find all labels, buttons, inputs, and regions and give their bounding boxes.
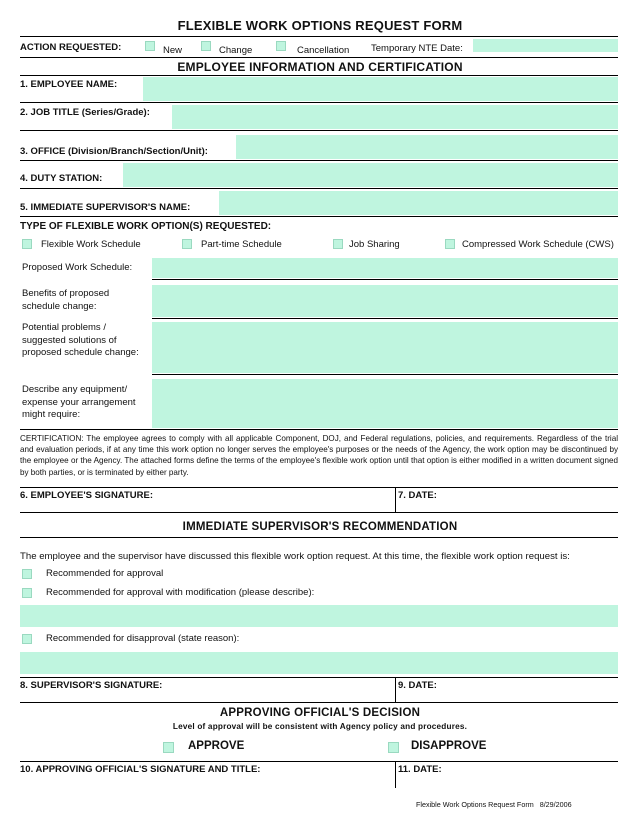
employee-name-field[interactable] [143, 77, 618, 101]
employee-name-label: 1. EMPLOYEE NAME: [20, 79, 118, 90]
equipment-field[interactable] [152, 379, 618, 428]
duty-station-label: 4. DUTY STATION: [20, 173, 103, 184]
divider [20, 160, 618, 161]
divider [152, 279, 618, 280]
approve-label: APPROVE [188, 740, 245, 752]
supervisor-date-label: 9. DATE: [398, 680, 437, 691]
supervisor-heading: IMMEDIATE SUPERVISOR'S RECOMMENDATION [182, 521, 458, 533]
divider [152, 318, 618, 319]
divider [20, 36, 618, 37]
cancellation-checkbox[interactable] [276, 41, 286, 51]
employee-signature-field[interactable] [20, 503, 395, 512]
approving-date-label: 11. DATE: [398, 764, 442, 775]
proposed-schedule-field[interactable] [152, 258, 618, 278]
employee-date-field[interactable] [396, 503, 618, 512]
problems-field[interactable] [152, 322, 618, 373]
nte-date-label: Temporary NTE Date: [371, 43, 463, 54]
proposed-schedule-label: Proposed Work Schedule: [22, 262, 133, 273]
disapproval-reason-field[interactable] [20, 652, 618, 674]
nte-date-field[interactable] [473, 39, 618, 52]
divider [20, 429, 618, 430]
benefits-field[interactable] [152, 285, 618, 317]
divider [20, 130, 618, 131]
new-checkbox[interactable] [145, 41, 155, 51]
job-title-field[interactable] [172, 105, 618, 129]
action-requested-label: ACTION REQUESTED: [20, 42, 122, 53]
recommended-mod-checkbox[interactable] [22, 588, 32, 598]
office-label: 3. OFFICE (Division/Branch/Section/Unit): [20, 146, 208, 157]
approving-signature-field[interactable] [20, 776, 395, 787]
disapproval-label: Recommended for disapproval (state reason): [46, 633, 240, 644]
change-label: Change [219, 45, 253, 56]
divider [20, 188, 618, 189]
office-field[interactable] [236, 135, 618, 159]
approve-checkbox[interactable] [163, 742, 174, 753]
problems-label: Potential problems / suggested solutions of proposed schedule change: [22, 322, 139, 358]
options-heading: TYPE OF FLEXIBLE WORK OPTION(S) REQUESTED: [20, 221, 272, 232]
supervisor-name-label: 5. IMMEDIATE SUPERVISOR'S NAME: [20, 202, 191, 213]
equipment-label: Describe any equipment/ expense your arrangement might require: [22, 384, 136, 420]
benefits-label: Benefits of proposed schedule change: [22, 288, 110, 312]
flexible-schedule-label: Flexible Work Schedule [41, 239, 141, 250]
compressed-label: Compressed Work Schedule (CWS) [462, 239, 614, 250]
approving-signature-label: 10. APPROVING OFFICIAL'S SIGNATURE AND TITLE: [20, 764, 261, 775]
disapproval-checkbox[interactable] [22, 634, 32, 644]
supervisor-name-field[interactable] [219, 191, 618, 215]
employee-date-label: 7. DATE: [398, 490, 437, 501]
approving-heading: APPROVING OFFICIAL'S DECISION [219, 707, 421, 719]
supervisor-signature-field[interactable] [20, 692, 395, 702]
recommended-label: Recommended for approval [46, 568, 164, 579]
duty-station-field[interactable] [123, 163, 618, 187]
employee-signature-label: 6. EMPLOYEE'S SIGNATURE: [20, 490, 153, 501]
approving-subheading: Level of approval will be consistent with Agency policy and procedures. [172, 722, 468, 731]
divider [20, 487, 618, 488]
flexible-schedule-checkbox[interactable] [22, 239, 32, 249]
supervisor-intro: The employee and the supervisor have discussed this flexible work option request. At this time, the flexible work option request is: [20, 551, 570, 562]
cancellation-label: Cancellation [297, 45, 350, 56]
form-footer: Flexible Work Options Request Form 8/29/2006 [416, 800, 572, 809]
certification-text: CERTIFICATION: The employee agrees to comply with all applicable Component, DOJ, and Federal regulations, policies, and requirements. Regardless of the trial and evaluation periods, if at any time this work option no longer serves the employee's purposes or the needs of the Agency, the work option may be discontinued by the employee or the Agency. The attached forms define the terms of the employee's flexible work option until that option is either modified in a written document signed by both parties, or is terminated by either party. [20, 434, 618, 477]
divider [20, 761, 618, 762]
change-checkbox[interactable] [201, 41, 211, 51]
recommended-checkbox[interactable] [22, 569, 32, 579]
modification-field[interactable] [20, 605, 618, 627]
divider [20, 57, 618, 58]
divider [20, 537, 618, 538]
employee-section-heading: EMPLOYEE INFORMATION AND CERTIFICATION [177, 60, 463, 74]
part-time-checkbox[interactable] [182, 239, 192, 249]
divider [20, 702, 618, 703]
approving-date-field[interactable] [396, 776, 618, 787]
divider [20, 102, 618, 103]
divider [152, 374, 618, 375]
recommended-mod-label: Recommended for approval with modification (please describe): [46, 587, 315, 598]
supervisor-signature-label: 8. SUPERVISOR'S SIGNATURE: [20, 680, 163, 691]
divider [20, 512, 618, 513]
job-sharing-label: Job Sharing [349, 239, 400, 250]
disapprove-label: DISAPPROVE [411, 740, 487, 752]
disapprove-checkbox[interactable] [388, 742, 399, 753]
job-sharing-checkbox[interactable] [333, 239, 343, 249]
part-time-label: Part-time Schedule [201, 239, 282, 250]
compressed-checkbox[interactable] [445, 239, 455, 249]
job-title-label: 2. JOB TITLE (Series/Grade): [20, 107, 150, 118]
divider [20, 75, 618, 76]
supervisor-date-field[interactable] [396, 692, 618, 702]
divider [20, 216, 618, 217]
divider [20, 677, 618, 678]
form-title: FLEXIBLE WORK OPTIONS REQUEST FORM [177, 18, 463, 33]
new-label: New [163, 45, 183, 56]
